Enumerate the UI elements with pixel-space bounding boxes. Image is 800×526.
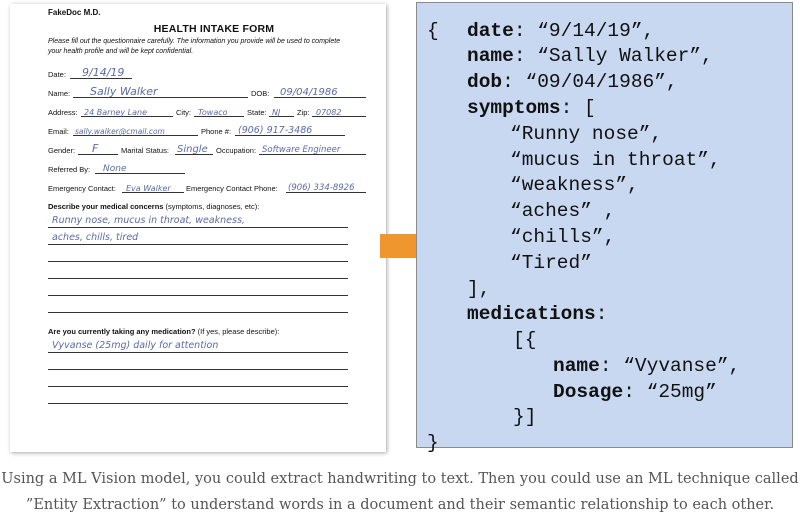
json-symptoms-open: : [ xyxy=(560,97,596,119)
json-close-brace: } xyxy=(427,432,439,454)
gender-handwriting: F xyxy=(92,142,99,155)
caption-line-2: ”Entity Extraction” to understand words in a document and their semantic relationship to each other. xyxy=(25,497,775,513)
date-handwriting: 9/14/19 xyxy=(82,66,125,79)
gender-row xyxy=(48,139,380,158)
city-handwriting: Towaco xyxy=(198,108,228,117)
form-instructions: Please fill out the questionnaire carefully. The information you provide will be used to complete your health profile and will be kept confidential. xyxy=(48,38,341,55)
emergency-contact-handwriting: Eva Walker xyxy=(126,184,171,193)
json-medications-key: medications xyxy=(467,303,596,325)
date-row xyxy=(48,63,380,82)
concerns-question-bold: Describe your medical concerns xyxy=(48,202,164,211)
medication-question-bold: Are you currently taking any medication? xyxy=(48,327,196,336)
json-symptom-item: “mucus in throat”, xyxy=(510,149,721,171)
json-med-dosage-line xyxy=(553,381,717,403)
dob-label: DOB: xyxy=(251,89,270,98)
medication-line-4 xyxy=(48,387,348,404)
name-label: Name: xyxy=(48,89,71,98)
referred-label: Referred By: xyxy=(48,165,91,174)
json-symptoms-line xyxy=(467,97,596,119)
json-symptoms-close: ], xyxy=(467,278,491,300)
json-med-close: }] xyxy=(513,406,537,428)
marital-handwriting: Single xyxy=(177,144,208,155)
name-handwriting: Sally Walker xyxy=(90,85,158,98)
address-row xyxy=(48,101,380,120)
json-med-name-line xyxy=(553,355,740,377)
zip-handwriting: 07082 xyxy=(316,108,342,117)
json-open-brace: { xyxy=(427,20,439,42)
phone-label: Phone #: xyxy=(201,127,232,136)
json-symptom-item: “Runny nose”, xyxy=(510,123,663,145)
phone-handwriting: (906) 917-3486 xyxy=(238,125,313,136)
json-med-name-value: : “Vyvanse”, xyxy=(599,355,741,377)
concerns-question xyxy=(48,202,380,211)
concerns-line-5 xyxy=(48,279,348,296)
medication-question-rest: (If yes, please describe): xyxy=(195,327,280,336)
occupation-label: Occupation: xyxy=(216,146,257,155)
json-dob-key: dob xyxy=(467,71,503,93)
figure-caption xyxy=(0,466,800,518)
json-symptom-item: “Tired” xyxy=(510,252,592,274)
gender-label: Gender: xyxy=(48,146,76,155)
zip-label: Zip: xyxy=(297,108,310,117)
json-dob-line xyxy=(467,71,678,93)
emergency-phone-handwriting: (906) 334-8926 xyxy=(288,183,355,193)
json-name-line xyxy=(467,45,713,67)
json-med-dosage-value: : “25mg” xyxy=(623,381,717,403)
json-date-line xyxy=(467,20,654,42)
json-medications-line xyxy=(467,303,607,325)
json-symptoms-key: symptoms xyxy=(467,97,561,119)
json-symptom-item: “chills”, xyxy=(510,226,616,248)
email-handwriting: sally.walker@cmail.com xyxy=(75,127,165,136)
extracted-json-box xyxy=(416,2,793,454)
name-row xyxy=(48,82,380,101)
caption-line-1: Using a ML Vision model, you could extract handwriting to text. Then you could use an ML technique called xyxy=(1,471,799,487)
concerns-line-6 xyxy=(48,296,348,313)
concerns-question-rest: (symptoms, diagnoses, etc): xyxy=(163,202,260,211)
concerns-line-2 xyxy=(48,228,348,245)
emergency-contact-label: Emergency Contact: xyxy=(48,184,116,193)
form-title: HEALTH INTAKE FORM xyxy=(153,23,275,35)
state-label: State: xyxy=(247,108,267,117)
address-label: Address: xyxy=(48,108,78,117)
medication-question xyxy=(48,327,380,336)
dob-handwriting: 09/04/1986 xyxy=(280,87,338,98)
concerns-line-1 xyxy=(48,211,348,228)
medication-line-3 xyxy=(48,370,348,387)
json-date-value: : “9/14/19”, xyxy=(513,20,655,42)
intake-form-document xyxy=(10,4,386,452)
concerns-line-4 xyxy=(48,262,348,279)
date-label: Date: xyxy=(48,70,66,79)
json-med-dosage-key: Dosage xyxy=(553,381,624,403)
json-medications-colon: : xyxy=(595,303,608,325)
emergency-phone-label: Emergency Contact Phone: xyxy=(186,184,278,193)
json-dob-value: : “09/04/1986”, xyxy=(502,71,678,93)
city-label: City: xyxy=(176,108,191,117)
referred-row xyxy=(48,158,380,177)
referred-handwriting: None xyxy=(103,164,127,174)
address-handwriting: 24 Barney Lane xyxy=(84,108,148,117)
medication-line-1 xyxy=(48,336,348,353)
form-org-name: FakeDoc M.D. xyxy=(48,8,101,17)
concerns-handwriting-2: aches, chills, tired xyxy=(52,232,139,243)
state-handwriting: NJ xyxy=(272,108,281,117)
medication-handwriting-1: Vyvanse (25mg) daily for attention xyxy=(52,340,219,351)
json-name-value: : “Sally Walker”, xyxy=(513,45,713,67)
json-symptom-item: “weakness”, xyxy=(510,174,639,196)
medication-line-2 xyxy=(48,353,348,370)
emergency-row xyxy=(48,177,380,196)
json-symptom-item: “aches” , xyxy=(510,200,616,222)
concerns-handwriting-1: Runny nose, mucus in throat, weakness, xyxy=(52,215,245,226)
email-label: Email: xyxy=(48,127,69,136)
email-row xyxy=(48,120,380,139)
concerns-line-3 xyxy=(48,245,348,262)
occupation-handwriting: Software Engineer xyxy=(262,145,341,155)
json-name-key: name xyxy=(467,45,514,67)
json-med-open: [{ xyxy=(513,329,537,351)
json-date-key: date xyxy=(467,20,514,42)
json-med-name-key: name xyxy=(553,355,600,377)
marital-label: Marital Status: xyxy=(121,146,169,155)
